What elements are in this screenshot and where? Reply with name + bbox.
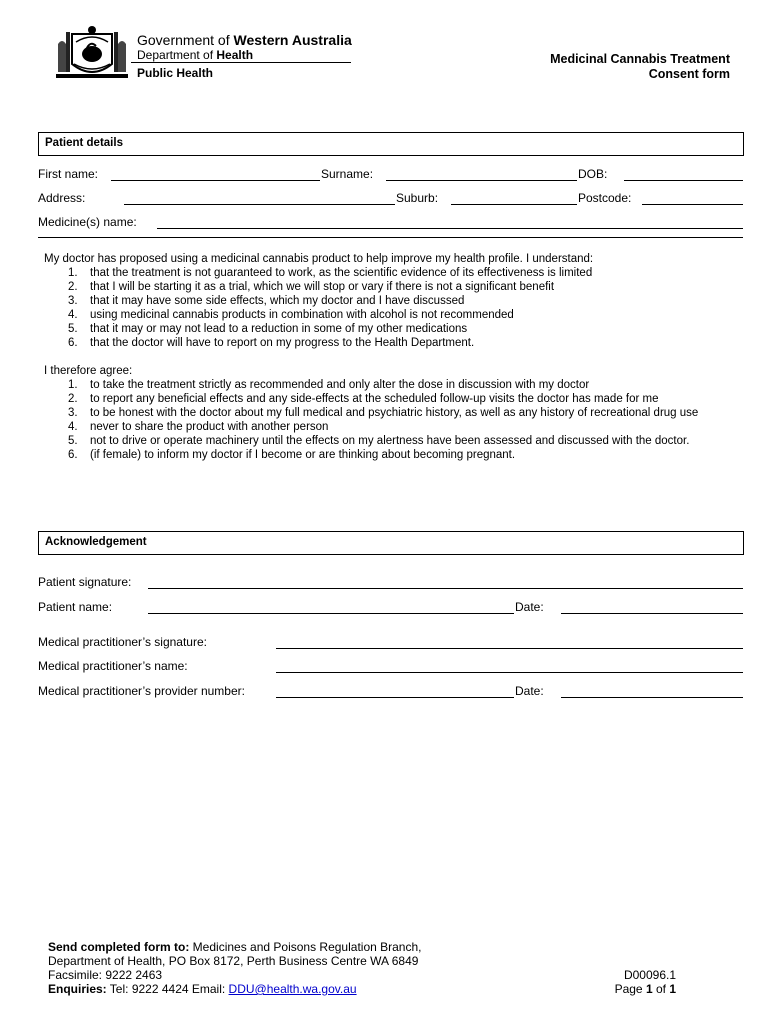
crest-logo bbox=[52, 24, 132, 82]
acknowledgement-heading: Acknowledgement bbox=[38, 531, 744, 555]
mp-signature-field[interactable] bbox=[276, 648, 743, 649]
understand-intro: My doctor has proposed using a medicinal cannabis product to help improve my health profile. I understand: bbox=[44, 253, 594, 265]
department-name: Department of Health bbox=[137, 48, 254, 62]
medicine-field[interactable] bbox=[157, 228, 743, 229]
list-item: 1. to take the treatment strictly as recommended and only alter the dose in discussion with my doctor bbox=[68, 379, 590, 391]
surname-label: Surname: bbox=[321, 167, 374, 181]
patient-details-heading: Patient details bbox=[38, 132, 744, 156]
medicine-field-line2[interactable] bbox=[38, 237, 743, 238]
dob-label: DOB: bbox=[578, 167, 608, 181]
list-item: 1. that the treatment is not guaranteed to work, as the scientific evidence of its effectiveness is limited bbox=[68, 267, 593, 279]
agree-list bbox=[44, 378, 744, 462]
mp-signature-label: Medical practitioner’s signature: bbox=[38, 635, 207, 649]
email-link[interactable]: DDU@health.wa.gov.au bbox=[228, 982, 357, 996]
mp-name-label: Medical practitioner’s name: bbox=[38, 659, 188, 673]
mp-date-label: Date: bbox=[515, 684, 544, 698]
list-item: 4. using medicinal cannabis products in combination with alcohol is not recommended bbox=[68, 309, 514, 321]
org-name: Government of Western Australia bbox=[137, 32, 352, 48]
first-name-field[interactable] bbox=[111, 180, 320, 181]
patient-signature-field[interactable] bbox=[148, 588, 743, 589]
list-item: 2. to report any beneficial effects and any side-effects at the scheduled follow-up visits the doctor has made for me bbox=[68, 393, 659, 405]
mp-provider-label: Medical practitioner’s provider number: bbox=[38, 684, 245, 698]
medicine-label: Medicine(s) name: bbox=[38, 215, 137, 229]
patient-name-label: Patient name: bbox=[38, 600, 113, 614]
mp-date-field[interactable] bbox=[561, 697, 743, 698]
suburb-field[interactable] bbox=[451, 204, 577, 205]
form-title: Medicinal Cannabis Treatment Consent form bbox=[550, 52, 730, 81]
patient-signature-label: Patient signature: bbox=[38, 575, 132, 589]
list-item: 5. that it may or may not lead to a reduction in some of my other medications bbox=[68, 323, 468, 335]
list-item: 4. never to share the product with another person bbox=[68, 421, 329, 433]
list-item: 6. (if female) to inform my doctor if I become or are thinking about becoming pregnant. bbox=[68, 449, 516, 461]
address-label: Address: bbox=[38, 191, 86, 205]
first-name-label: First name: bbox=[38, 167, 99, 181]
postcode-field[interactable] bbox=[642, 204, 743, 205]
patient-name-field[interactable] bbox=[148, 613, 514, 614]
list-item: 6. that the doctor will have to report on my progress to the Health Department. bbox=[68, 337, 475, 349]
address-field[interactable] bbox=[124, 204, 395, 205]
list-item: 3. that it may have some side effects, which my doctor and I have discussed bbox=[68, 295, 465, 307]
header-rule bbox=[131, 62, 351, 63]
dob-field[interactable] bbox=[624, 180, 743, 181]
page-number: Page 1 of 1 bbox=[614, 982, 676, 996]
postcode-label: Postcode: bbox=[578, 191, 632, 205]
suburb-label: Suburb: bbox=[396, 191, 439, 205]
mp-provider-field[interactable] bbox=[276, 697, 514, 698]
list-item: 5. not to drive or operate machinery until the effects on my alertness have been assessed and discussed with the doctor. bbox=[68, 435, 690, 447]
patient-date-field[interactable] bbox=[561, 613, 743, 614]
agree-intro: I therefore agree: bbox=[44, 365, 133, 377]
patient-date-label: Date: bbox=[515, 600, 544, 614]
understand-list bbox=[44, 266, 744, 350]
list-item: 3. to be honest with the doctor about my full medical and psychiatric history, as well as any history of recreational drug use bbox=[68, 407, 699, 419]
document-code: D00096.1 bbox=[623, 968, 676, 982]
mp-name-field[interactable] bbox=[276, 672, 743, 673]
division-name: Public Health bbox=[137, 66, 214, 80]
footer-address: Send completed form to: Medicines and Poisons Regulation Branch, Department of Health, PO Box 8172, Perth Business Centre WA 6849 Facsimile: 9222 2463 Enquiries: Tel: 9222 4424 Email: DDU@health.wa.gov.au bbox=[48, 940, 422, 996]
list-item: 2. that I will be starting it as a trial, which we will stop or vary if there is not a significant benefit bbox=[68, 281, 555, 293]
surname-field[interactable] bbox=[386, 180, 577, 181]
